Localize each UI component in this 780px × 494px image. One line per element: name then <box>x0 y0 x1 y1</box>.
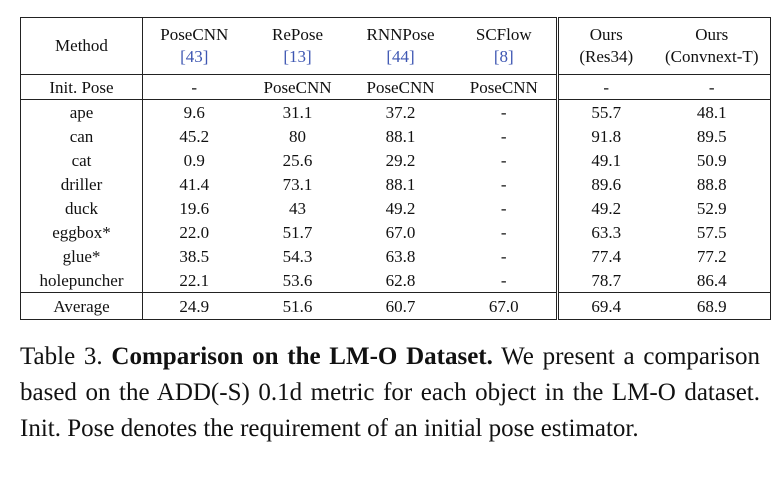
table-caption <box>20 339 760 447</box>
caption-body: We present a comparison based on the ADD(-S) 0.1d metric for each object in the LM-O dataset. Init. Pose denotes the requirement of an initial pose estimator. <box>20 343 761 442</box>
table-cell: 88.8 <box>654 172 771 196</box>
table-cell: 62.8 <box>350 268 452 293</box>
table-row <box>21 196 771 220</box>
table-cell: 19.6 <box>179 198 210 218</box>
caption-title: Comparison on the LM-O Dataset. <box>111 343 493 370</box>
table-cell: 31.1 <box>282 102 313 122</box>
table-cell: 9.6 <box>183 102 205 122</box>
table-cell: 73.1 <box>282 174 313 194</box>
header-method: Method <box>21 18 143 75</box>
table-cell: 25.6 <box>282 150 313 170</box>
header-scflow <box>452 18 558 75</box>
header-ours-res34 <box>558 18 654 75</box>
row-label: holepuncher <box>21 268 143 293</box>
table-cell-best: 55.7 <box>558 100 654 125</box>
row-label: glue* <box>21 244 143 268</box>
table-cell: 89.5 <box>654 124 771 148</box>
table-cell-best: 86.4 <box>654 268 771 293</box>
table-cell: PoseCNN <box>452 75 558 100</box>
caption-label: Table 3. <box>20 343 103 370</box>
table-cell: - <box>452 268 558 293</box>
table-cell-best: 52.9 <box>654 196 771 220</box>
table-row <box>21 172 771 196</box>
table-cell: 51.6 <box>246 293 350 320</box>
row-label: eggbox* <box>21 220 143 244</box>
table-cell-best: 69.4 <box>558 293 654 320</box>
table-cell: - <box>654 75 771 100</box>
table-cell: 67.0 <box>452 293 558 320</box>
header-sub: (Res34) <box>579 47 634 66</box>
table-cell-best: 89.6 <box>558 172 654 196</box>
table-cell: 51.7 <box>282 222 313 242</box>
table-cell: 24.9 <box>143 293 246 320</box>
header-ours-convnext <box>654 18 771 75</box>
table-cell: 88.1 <box>385 126 416 146</box>
init-pose-row <box>21 75 771 100</box>
table-cell: - <box>500 102 507 122</box>
table-cell: - <box>500 126 507 146</box>
table-cell: - <box>143 75 246 100</box>
table-cell: 49.1 <box>558 148 654 172</box>
table-cell: 54.3 <box>282 246 313 266</box>
table-cell: 0.9 <box>183 150 205 170</box>
table-cell: - <box>500 174 507 194</box>
average-row <box>21 293 771 320</box>
table-cell: - <box>500 246 507 266</box>
table-cell: - <box>500 222 507 242</box>
table-cell: 22.1 <box>143 268 246 293</box>
header-name: SCFlow <box>475 25 532 44</box>
table-cell: 41.4 <box>179 174 210 194</box>
header-rnnpose <box>350 18 452 75</box>
table-row <box>21 124 771 148</box>
table-cell: 22.0 <box>179 222 210 242</box>
table-cell: 78.7 <box>558 268 654 293</box>
init-pose-label: Init. Pose <box>21 75 143 100</box>
table-cell: 37.2 <box>385 102 416 122</box>
table-cell: - <box>500 150 507 170</box>
citation-link[interactable]: [43] <box>180 47 209 66</box>
table-cell: - <box>500 198 507 218</box>
row-label: duck <box>21 196 143 220</box>
header-name: Ours <box>589 25 623 44</box>
table-cell-best: 50.9 <box>654 148 771 172</box>
table-cell: 49.2 <box>385 198 416 218</box>
header-name: RePose <box>272 25 323 44</box>
table-cell: 48.1 <box>654 100 771 125</box>
table-cell: 77.2 <box>654 244 771 268</box>
table-row <box>21 100 771 125</box>
table-cell: 63.3 <box>558 220 654 244</box>
table-cell: 43 <box>289 198 306 218</box>
table-row <box>21 268 771 293</box>
table-cell-best: 67.0 <box>385 222 416 242</box>
table-cell-best: 77.4 <box>558 244 654 268</box>
table-row <box>21 220 771 244</box>
table-cell: 68.9 <box>654 293 771 320</box>
table-cell: 45.2 <box>179 126 210 146</box>
header-name: Ours <box>695 25 729 44</box>
table-header-row <box>21 18 771 75</box>
row-label: can <box>21 124 143 148</box>
header-name: RNNPose <box>366 25 435 44</box>
table-cell: 53.6 <box>246 268 350 293</box>
row-label: driller <box>21 172 143 196</box>
table-row <box>21 244 771 268</box>
table-cell: 80 <box>289 126 306 146</box>
citation-link[interactable]: [13] <box>283 47 312 66</box>
table-cell: 38.5 <box>179 246 210 266</box>
table-cell: 63.8 <box>385 246 416 266</box>
header-sub: (Convnext-T) <box>665 47 759 66</box>
header-name: PoseCNN <box>160 25 229 44</box>
table-cell: 49.2 <box>558 196 654 220</box>
header-repose <box>246 18 350 75</box>
table-cell: PoseCNN <box>350 75 452 100</box>
table-cell: PoseCNN <box>246 75 350 100</box>
table-cell: - <box>558 75 654 100</box>
comparison-table <box>20 17 771 320</box>
citation-link[interactable]: [44] <box>386 47 415 66</box>
row-label: cat <box>21 148 143 172</box>
row-label: Average <box>21 293 143 320</box>
citation-link[interactable]: [8] <box>493 47 514 66</box>
table-row <box>21 148 771 172</box>
row-label: ape <box>21 100 143 125</box>
table-cell: 60.7 <box>350 293 452 320</box>
table-cell: 57.5 <box>654 220 771 244</box>
table-cell-best: 91.8 <box>558 124 654 148</box>
table-cell: 88.1 <box>385 174 416 194</box>
header-posecnn <box>143 18 246 75</box>
table-cell: 29.2 <box>385 150 416 170</box>
